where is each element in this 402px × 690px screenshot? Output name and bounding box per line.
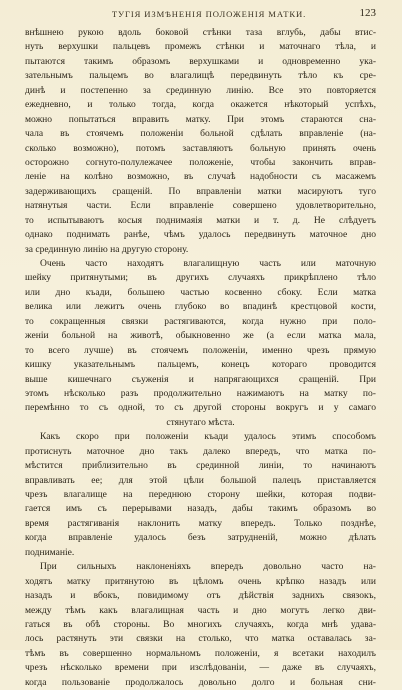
text-line: шейку притянутыми; въ другихъ случаяхъ прикрѣплено тѣло: [25, 272, 376, 284]
text-line: время растягиванія наклонить матку впередъ. Только позднѣе,: [25, 517, 376, 529]
body-text: [25, 26, 376, 690]
text-line: то всего лучше) въ стоячемъ положеніи, именно чрезъ прямую: [25, 344, 376, 356]
text-line: сколько возможно), потомъ заставляютъ больную принять очень: [25, 142, 376, 154]
text-line: чала въ стоячемъ положеніи больной сдѣлать вправленіе (на-: [25, 128, 376, 140]
paragraph-last-line: за срединную линію на другую сторону.: [25, 243, 189, 255]
text-line: мѣстится приблизительно въ срединной линіи, то начинаютъ: [25, 460, 376, 472]
text-line: этомъ нѣсколько разъ продолжительно нажимаютъ на матку по-: [25, 387, 376, 399]
text-line: ежедневно, и только тогда, когда окажется нѣкоторый успѣхъ,: [25, 99, 376, 111]
text-line: зательнымъ пальцемъ во влагалищѣ передвинуть тѣло къ сре-: [25, 70, 376, 82]
text-line: леніе на колѣно возможно, въ случаѣ надобности съ масажемъ: [25, 171, 376, 183]
text-line: натянутыя части. Если вправленіе совершено удовлетворительно,: [25, 200, 376, 212]
text-line: когда вправленіе удалось безъ затрудненій, можно дѣлать: [25, 532, 376, 544]
text-line: или дно къади, большею частью косвенно сбоку. Если матка: [25, 286, 376, 298]
text-line: перемѣнно то съ одной, то съ другой стороны вокругъ и у самаго: [25, 402, 376, 414]
page-header: [42, 8, 376, 22]
running-title: ТУГІЯ ИЗМѢНЕНІЯ ПОЛОЖЕНІЯ МАТКИ.: [111, 9, 307, 19]
text-line: женіи больной на животѣ, обыкновенно же (а если матка мала,: [25, 330, 376, 342]
page-number: 123: [359, 7, 376, 19]
text-line: когда пользованіе продолжалось довольно долго и больная сни-: [25, 676, 376, 688]
text-line: однако поднимать ранѣе, чѣмъ удалось передвинуть маточное дно: [25, 229, 376, 241]
text-line: пытаются такимъ образомъ верхушками и одновременно ука-: [25, 55, 376, 67]
paragraph-last-line: стянутаго мѣста.: [166, 416, 235, 428]
text-line: тѣмъ въ совершенно нормальномъ положеніи, я всетаки находилъ: [25, 647, 376, 659]
text-line: чрезъ влагалище на переднюю сторону шейки, которая подви-: [25, 489, 376, 500]
paragraph-first-line: Очень часто находятъ влагалищную часть или маточную: [40, 258, 376, 269]
text-line: ходятъ матку притянутою въ цѣломъ очень крѣпко назадъ или: [25, 575, 376, 587]
text-line: осторожно согнуто-полулежачее положеніе, чтобы закончить вправ-: [25, 156, 376, 168]
text-line: кишку указательнымъ пальцемъ, конецъ котораго проводится: [25, 359, 376, 371]
text-line: внѣшнею рукою вдоль боковой стѣнки таза вглубь, дабы втис-: [25, 27, 376, 38]
text-line: то сокращенныя связки растягиваются, когда нужно при поло-: [25, 315, 376, 327]
text-line: выше кишечнаго съуженія и напрягающихся сращеній. При: [25, 373, 376, 385]
paragraph-first-line: Какъ скоро при положеніи къади удалось этимъ способомъ: [40, 431, 376, 443]
text-line: задерживающихъ сращеній. По вправленіи матки масируютъ туго: [25, 185, 376, 197]
text-line: то испытываютъ косыя поднимаяія матки и т. д. Не слѣдуетъ: [25, 214, 376, 226]
paragraph-first-line: При сильныхъ наклоненіяхъ впередъ довольно часто на-: [40, 561, 376, 573]
text-line: протиснуть маточное дно такъ далеко впередъ, что матка по-: [25, 445, 376, 457]
text-line: нуть верхушки пальцевъ промежъ стѣнки и маточнаго тѣла, и: [25, 41, 376, 53]
text-line: велика или лежитъ очень глубоко во впадинѣ крестцовой кости,: [25, 301, 376, 313]
text-line: гается имъ съ перерывами назадъ, дабы такимъ образомъ во: [25, 503, 376, 515]
text-line: назадъ и вбокъ, повидимому отъ дѣйствія заднихъ связокъ,: [25, 590, 376, 602]
text-line: лось растянуть эти связки на столько, что матка оставалась за-: [25, 633, 376, 645]
text-line: между тѣмъ какъ влагалищная часть и дно могутъ легко дви-: [25, 604, 376, 616]
paragraph-last-line: подниманіе.: [25, 546, 75, 558]
text-line: чрезъ нѣсколько времени при изслѣдованіи, — даже въ случаяхъ,: [25, 662, 376, 674]
text-line: динѣ и постепенно за срединную линію. Все это повторяется: [25, 84, 376, 96]
text-line: гаться въ обѣ стороны. Во многихъ случаяхъ, когда мнѣ удава-: [25, 618, 376, 630]
text-line: можно попытаться вправить матку. При этомъ стараются сна-: [25, 113, 376, 125]
text-line: вправливать ее; для этой цѣли большой палецъ приставляется: [25, 474, 376, 486]
